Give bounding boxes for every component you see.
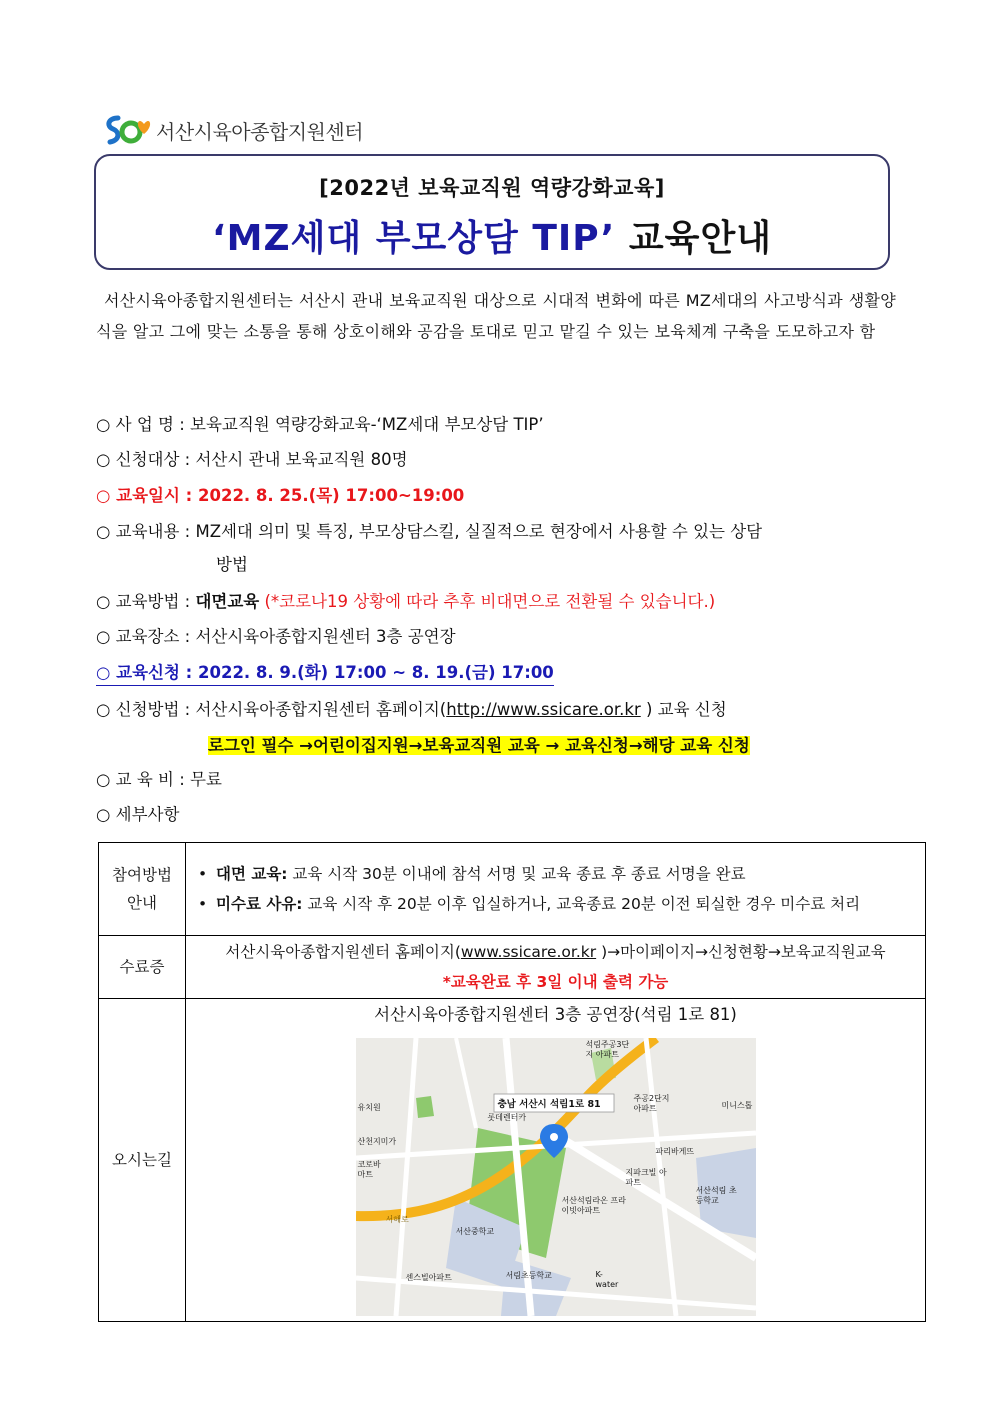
item-method-value: 대면교육 [195,592,260,611]
item-content-value: MZ세대 의미 및 특징, 부모상담스킬, 실질적으로 현장에서 사용할 수 있는 상담 [195,522,763,541]
certificate-link[interactable]: www.ssicare.or.kr [460,943,597,961]
item-date-label: ○ 교육일시 : [96,486,193,505]
item-fee [96,766,222,790]
list-item: • 대면 교육: 교육 시작 30분 이내에 참석 서명 및 교육 종료 후 종료 서명을 완료 [196,859,917,889]
location-map[interactable] [356,1038,756,1316]
item-fee-label: ○ 교 육 비 : [96,770,185,789]
item-target [96,446,408,470]
item-business-value: 보육교직원 역량강화교육-‘MZ세대 부모상담 TIP’ [190,415,544,434]
map-label: 센스빌아파트 [405,1273,452,1282]
map-label: 서림초등학교 [505,1271,552,1280]
homepage-link[interactable]: http://www.ssicare.or.kr [446,700,641,719]
map-label: 미니스톱 [721,1101,753,1110]
certificate-cell [186,936,926,999]
item-apply-method-label: ○ 신청방법 : [96,700,191,719]
list-item: • 미수료 사유: 교육 시작 후 20분 이후 입실하거나, 교육종료 20분 이전 퇴실한 경우 미수료 처리 [196,889,917,919]
map-label: 롯데렌터카 [487,1113,527,1122]
participation-header: 참여방법 안내 [99,843,186,936]
map-label: 서산중학교 [455,1227,495,1236]
certificate-note: *교육완료 후 3일 이내 출력 가능 [442,973,669,991]
table-row [99,936,926,999]
directions-address: 서산시육아종합지원센터 3층 공연장(석림 1로 81) [374,1005,737,1024]
participation-list [196,859,917,919]
item-method [96,588,715,612]
apply-steps-text: 로그인 필수 →어린이집지원→보육교직원 교육 → 교육신청→해당 교육 신청 [208,736,750,755]
map-label: 주공2단지 아파트 [633,1094,670,1113]
item-place [96,623,456,647]
item-apply-period-label: ○ 교육신청 : [96,663,193,682]
map-label: 파리바게뜨 [655,1147,695,1156]
main-title-blue: ‘MZ세대 부모상담 TIP’ [212,218,616,259]
item-apply-period [96,659,554,686]
item-content-cont: 방법 [216,555,248,574]
main-title-black: 교육안내 [628,218,772,259]
map-label: 지파크빌 아파트 [625,1168,667,1187]
map-callout: 충남 서산시 석림1로 81 [497,1099,601,1110]
map-label: 산천지미가 [357,1137,397,1146]
logo-icon [104,112,154,148]
map-label: 석림주공3단지 아파트 [585,1040,630,1059]
map-label: 코로바 마트 [357,1160,381,1179]
map-label: 유치원 [357,1103,381,1112]
item-method-label: ○ 교육방법 : [96,592,191,611]
intro-paragraph: 서산시육아종합지원센터는 서산시 관내 보육교직원 대상으로 시대적 변화에 따른 MZ세대의 사고방식과 생활양식을 알고 그에 맞는 소통을 통해 상호이해와 공감을 토대로 믿고 맡길 수 있는 보육체계 구축을 도모하고자 함 [96,291,896,341]
table-row [99,999,926,1322]
map-label: 서해로 [385,1215,409,1224]
main-title [96,210,888,261]
item-method-note: (*코로나19 상황에 따라 추후 비대면으로 전환될 수 있습니다.) [264,592,716,611]
map-label: 서산석림 초등학교 [695,1186,737,1205]
certificate-path: 서산시육아종합지원센터 홈페이지(www.ssicare.or.kr )→마이페이지→신청현황→보육교직원교육 [225,943,886,961]
details-table [98,842,926,1322]
subtitle: [2022년 보육교직원 역량강화교육] [319,176,665,200]
map-label: 서산석림라온 프라이빗아파트 [561,1196,626,1215]
directions-cell [186,999,926,1322]
directions-header: 오시는길 [99,999,186,1322]
participation-cell [186,843,926,936]
item-date-value: 2022. 8. 25.(목) 17:00~19:00 [198,486,465,505]
item-apply-method-post: ) 교육 신청 [640,700,727,719]
item-target-label: ○ 신청대상 : [96,450,191,469]
item-business-label: ○ 사 업 명 : [96,415,185,434]
logo-text: 서산시육아종합지원센터 [156,119,364,144]
item-details: ○ 세부사항 [96,805,180,824]
certificate-header: 수료증 [99,936,186,999]
item-place-label: ○ 교육장소 : [96,627,191,646]
item-fee-value: 무료 [190,770,222,789]
map-label: K-water [595,1270,619,1289]
item-target-value: 서산시 관내 보육교직원 80명 [195,450,408,469]
item-content [96,518,762,542]
item-apply-method-pre: 서산시육아종합지원센터 홈페이지( [195,700,447,719]
item-business [96,411,544,435]
item-date [96,482,464,506]
title-box [94,154,890,270]
item-place-value: 서산시육아종합지원센터 3층 공연장 [195,627,456,646]
item-content-label: ○ 교육내용 : [96,522,191,541]
item-apply-method [96,696,727,720]
table-row [99,843,926,936]
apply-steps [208,732,750,756]
item-apply-period-value: 2022. 8. 9.(화) 17:00 ~ 8. 19.(금) 17:00 [198,663,554,682]
center-logo [104,112,363,148]
